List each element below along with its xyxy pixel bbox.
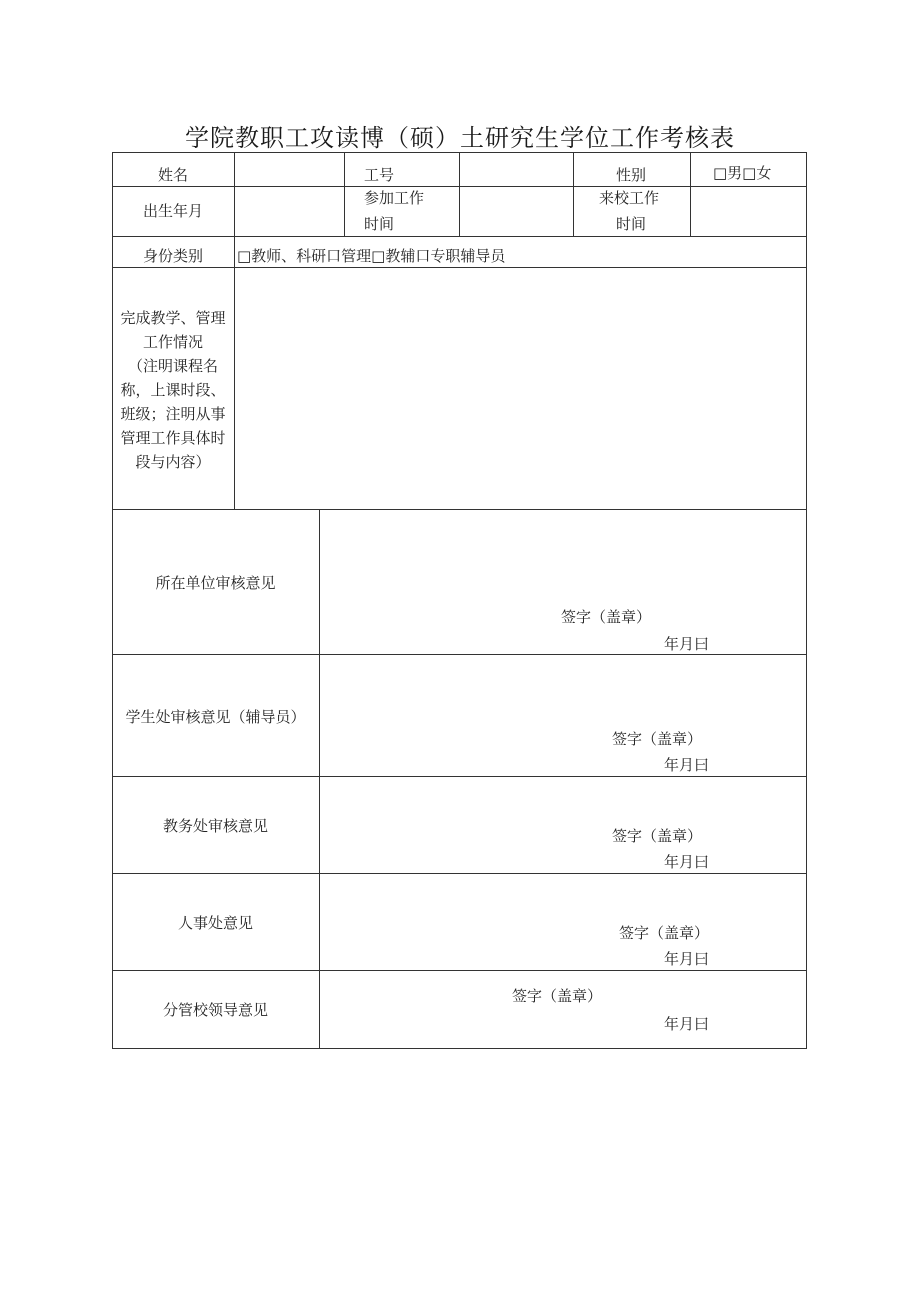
work-summary-label-line: 工作情况 xyxy=(142,333,203,351)
work-summary-field[interactable] xyxy=(235,268,806,509)
unit-sign-label: 签字（盖章） xyxy=(561,608,652,626)
work-summary-label-line: 班级；注明从事 xyxy=(120,405,226,423)
academic-office-sign-label: 签字（盖章） xyxy=(612,827,703,845)
leader-sign-label: 签字（盖章） xyxy=(512,987,603,1005)
table-border-right xyxy=(806,152,807,1049)
leader-review-label: 分管校领导意见 xyxy=(162,1001,268,1019)
work-summary-label-line: 完成教学、管理 xyxy=(120,309,226,327)
work-summary-label-line: （注明课程名 xyxy=(127,357,218,375)
unit-review-field[interactable] xyxy=(320,510,806,654)
hr-office-review-label: 人事处意见 xyxy=(177,914,253,932)
col-divider-4 xyxy=(573,152,574,236)
identity-label: 身份类别 xyxy=(142,247,203,265)
school-join-field[interactable] xyxy=(691,187,806,236)
academic-office-review-label: 教务处审核意见 xyxy=(162,817,268,835)
academic-office-date-label: 年月曰 xyxy=(664,853,710,871)
table-border-bottom xyxy=(112,1048,807,1049)
student-office-review-label: 学生处审核意见（辅导员） xyxy=(125,708,306,726)
name-label: 姓名 xyxy=(157,166,188,184)
identity-options[interactable]: □教师、科研口管理□教辅口专职辅导员 xyxy=(237,247,506,265)
row-divider-2 xyxy=(112,236,807,237)
hr-office-sign-label: 签字（盖章） xyxy=(619,924,710,942)
leader-date-label: 年月曰 xyxy=(664,1015,710,1033)
work-summary-label-line: 管理工作具体时 xyxy=(120,429,226,447)
school-join-label-line2: 时间 xyxy=(616,215,647,233)
hr-office-review-field[interactable] xyxy=(320,874,806,970)
name-field[interactable] xyxy=(235,153,344,186)
unit-review-label: 所在单位审核意见 xyxy=(155,574,276,592)
work-start-label-line1: 参加工作 xyxy=(364,189,425,207)
staff-id-label: 工号 xyxy=(364,166,395,184)
work-start-label-line2: 时间 xyxy=(364,215,395,233)
work-summary-label xyxy=(112,306,234,474)
birth-field[interactable] xyxy=(235,187,344,236)
gender-label: 性别 xyxy=(616,166,647,184)
form-title: 学院教职工攻读博（硕）土研究生学位工作考核表 xyxy=(185,124,735,152)
staff-id-field[interactable] xyxy=(460,153,573,186)
work-summary-label-line: 称，上课时段、 xyxy=(120,381,226,399)
student-office-review-field[interactable] xyxy=(320,655,806,776)
work-summary-label-line: 段与内容） xyxy=(135,453,211,471)
leader-review-field[interactable] xyxy=(320,971,806,1048)
school-join-label-line1: 来校工作 xyxy=(599,189,660,207)
academic-office-review-field[interactable] xyxy=(320,777,806,873)
birth-label: 出生年月 xyxy=(142,202,203,220)
hr-office-date-label: 年月曰 xyxy=(664,950,710,968)
unit-date-label: 年月曰 xyxy=(664,635,710,653)
work-start-field[interactable] xyxy=(460,187,573,236)
student-office-sign-label: 签字（盖章） xyxy=(612,730,703,748)
col-divider-2 xyxy=(344,152,345,236)
gender-options[interactable]: □男□女 xyxy=(713,164,772,182)
student-office-date-label: 年月曰 xyxy=(664,756,710,774)
